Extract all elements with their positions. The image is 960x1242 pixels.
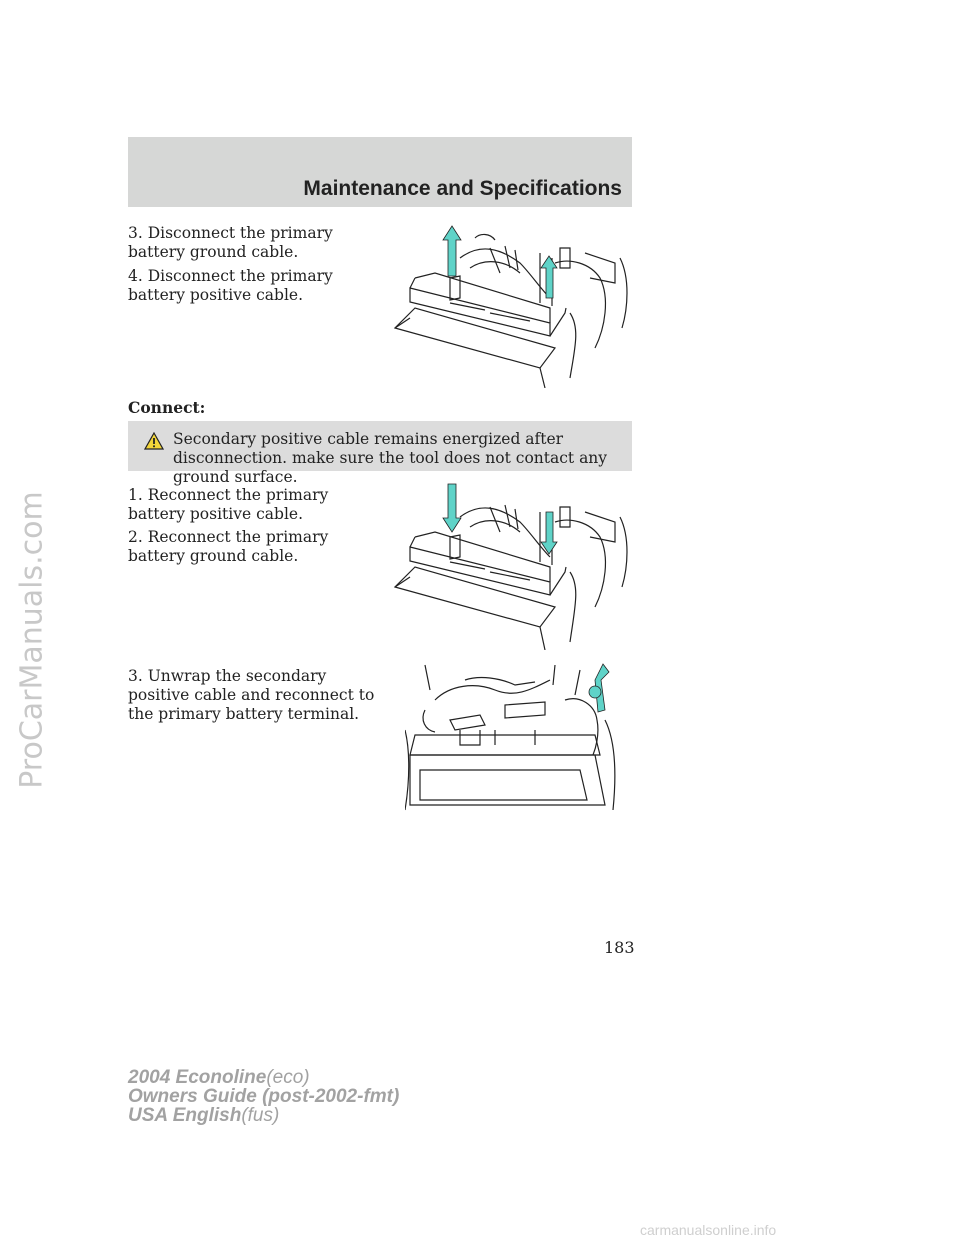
footer-line-3: USA English(fus) <box>128 1105 280 1126</box>
warning-text: Secondary positive cable remains energized after disconnection. make sure the tool does not contact any ground surface. <box>173 430 608 486</box>
step-unwrap-secondary: 3. Unwrap the secondary positive cable and reconnect to the primary battery terminal. <box>128 667 375 723</box>
step-disconnect-ground: 3. Disconnect the primary battery ground cable. <box>128 224 333 261</box>
footer-line-2: Owners Guide (post-2002-fmt) <box>128 1086 400 1107</box>
step-reconnect-ground: 2. Reconnect the primary battery ground cable. <box>128 528 329 565</box>
figure-reconnect <box>390 482 635 650</box>
footer-line-1: 2004 Econoline(eco) <box>128 1067 310 1088</box>
connect-heading: Connect: <box>128 398 206 417</box>
site-watermark: carmanualsonline.info <box>640 1222 777 1238</box>
document-footer <box>128 1068 399 1125</box>
warning-triangle-icon <box>144 432 164 450</box>
step-reconnect-positive: 1. Reconnect the primary battery positive cable. <box>128 486 329 523</box>
warning-box <box>128 421 632 486</box>
watermark-text: ProCarManuals.com <box>14 491 50 789</box>
section-header <box>128 137 632 207</box>
step-disconnect-positive: 4. Disconnect the primary battery positive cable. <box>128 267 333 304</box>
figure-secondary-cable <box>405 660 627 820</box>
page-number: 183 <box>604 938 635 957</box>
section-title: Maintenance and Specifications <box>303 177 622 200</box>
watermark <box>0 490 72 790</box>
figure-disconnect <box>390 218 635 388</box>
